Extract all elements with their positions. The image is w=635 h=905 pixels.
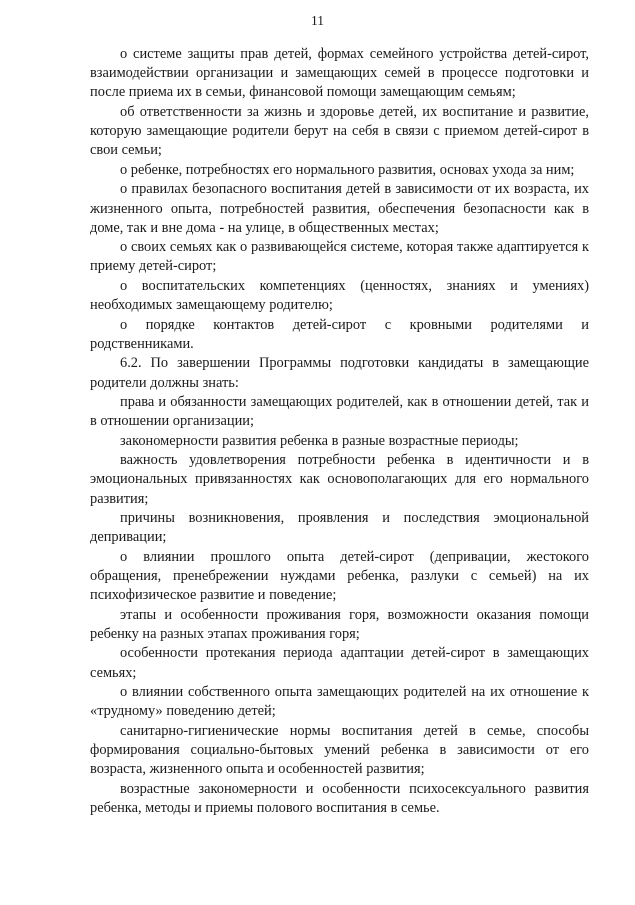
- section-paragraph: 6.2. По завершении Программы подготовки кандидаты в замещающие родители должны знать:: [90, 355, 589, 391]
- paragraph: о своих семьях как о развивающейся системе, которая также адаптируется к приему детей-сирот;: [90, 239, 589, 275]
- paragraph: о влиянии прошлого опыта детей-сирот (депривации, жестокого обращения, пренебрежении нуждами ребенка, разлуки с семьей) на их психофизическое развитие и поведение;: [90, 548, 589, 604]
- paragraph: закономерности развития ребенка в разные возрастные периоды;: [120, 432, 519, 449]
- paragraph: об ответственности за жизнь и здоровье детей, их воспитание и развитие, которую замещающие родители берут на себя в связи с приемом детей-сирот в свои семьи;: [90, 103, 589, 159]
- paragraph: о правилах безопасного воспитания детей в зависимости от их возраста, их жизненного опыта, потребностей развития, обеспечения безопасности как в доме, так и вне дома - на улице, в общественных местах;: [90, 181, 589, 236]
- paragraph: возрастные закономерности и особенности психосексуального развития ребенка, методы и приемы полового воспитания в семье.: [90, 780, 589, 816]
- paragraph: санитарно-гигиенические нормы воспитания детей в семье, способы формирования социально-бытовых умений ребенка в зависимости от его возраста, жизненного опыта и особенностей развития;: [90, 722, 589, 778]
- paragraph: о воспитательских компетенциях (ценностях, знаниях и умениях) необходимых замещающему родителю;: [90, 277, 589, 314]
- paragraph: о влиянии собственного опыта замещающих родителей на их отношение к «трудному» поведению детей;: [90, 684, 589, 720]
- paragraph: права и обязанности замещающих родителей, как в отношении детей, так и в отношении организации;: [90, 394, 589, 430]
- paragraph: причины возникновения, проявления и последствия эмоциональной депривации;: [90, 510, 589, 546]
- page-number: 11: [311, 13, 324, 28]
- paragraph: о системе защиты прав детей, формах семейного устройства детей-сирот, взаимодействии организации и замещающих семей в процессе подготовки и после приема их в семьи, финансовой помощи замещающим семьям;: [90, 46, 589, 101]
- document-body: [90, 45, 589, 818]
- paragraph: о ребенке, потребностях его нормального развития, основах ухода за ним;: [120, 161, 575, 178]
- paragraph: о порядке контактов детей-сирот с кровными родителями и родственниками.: [90, 316, 589, 352]
- paragraph: этапы и особенности проживания горя, возможности оказания помощи ребенку на разных этапах проживания горя;: [90, 606, 589, 642]
- paragraph: важность удовлетворения потребности ребенка в идентичности и в эмоциональных привязанностях как основополагающих для его нормального развития;: [90, 452, 589, 507]
- paragraph: особенности протекания периода адаптации детей-сирот в замещающих семьях;: [90, 645, 589, 681]
